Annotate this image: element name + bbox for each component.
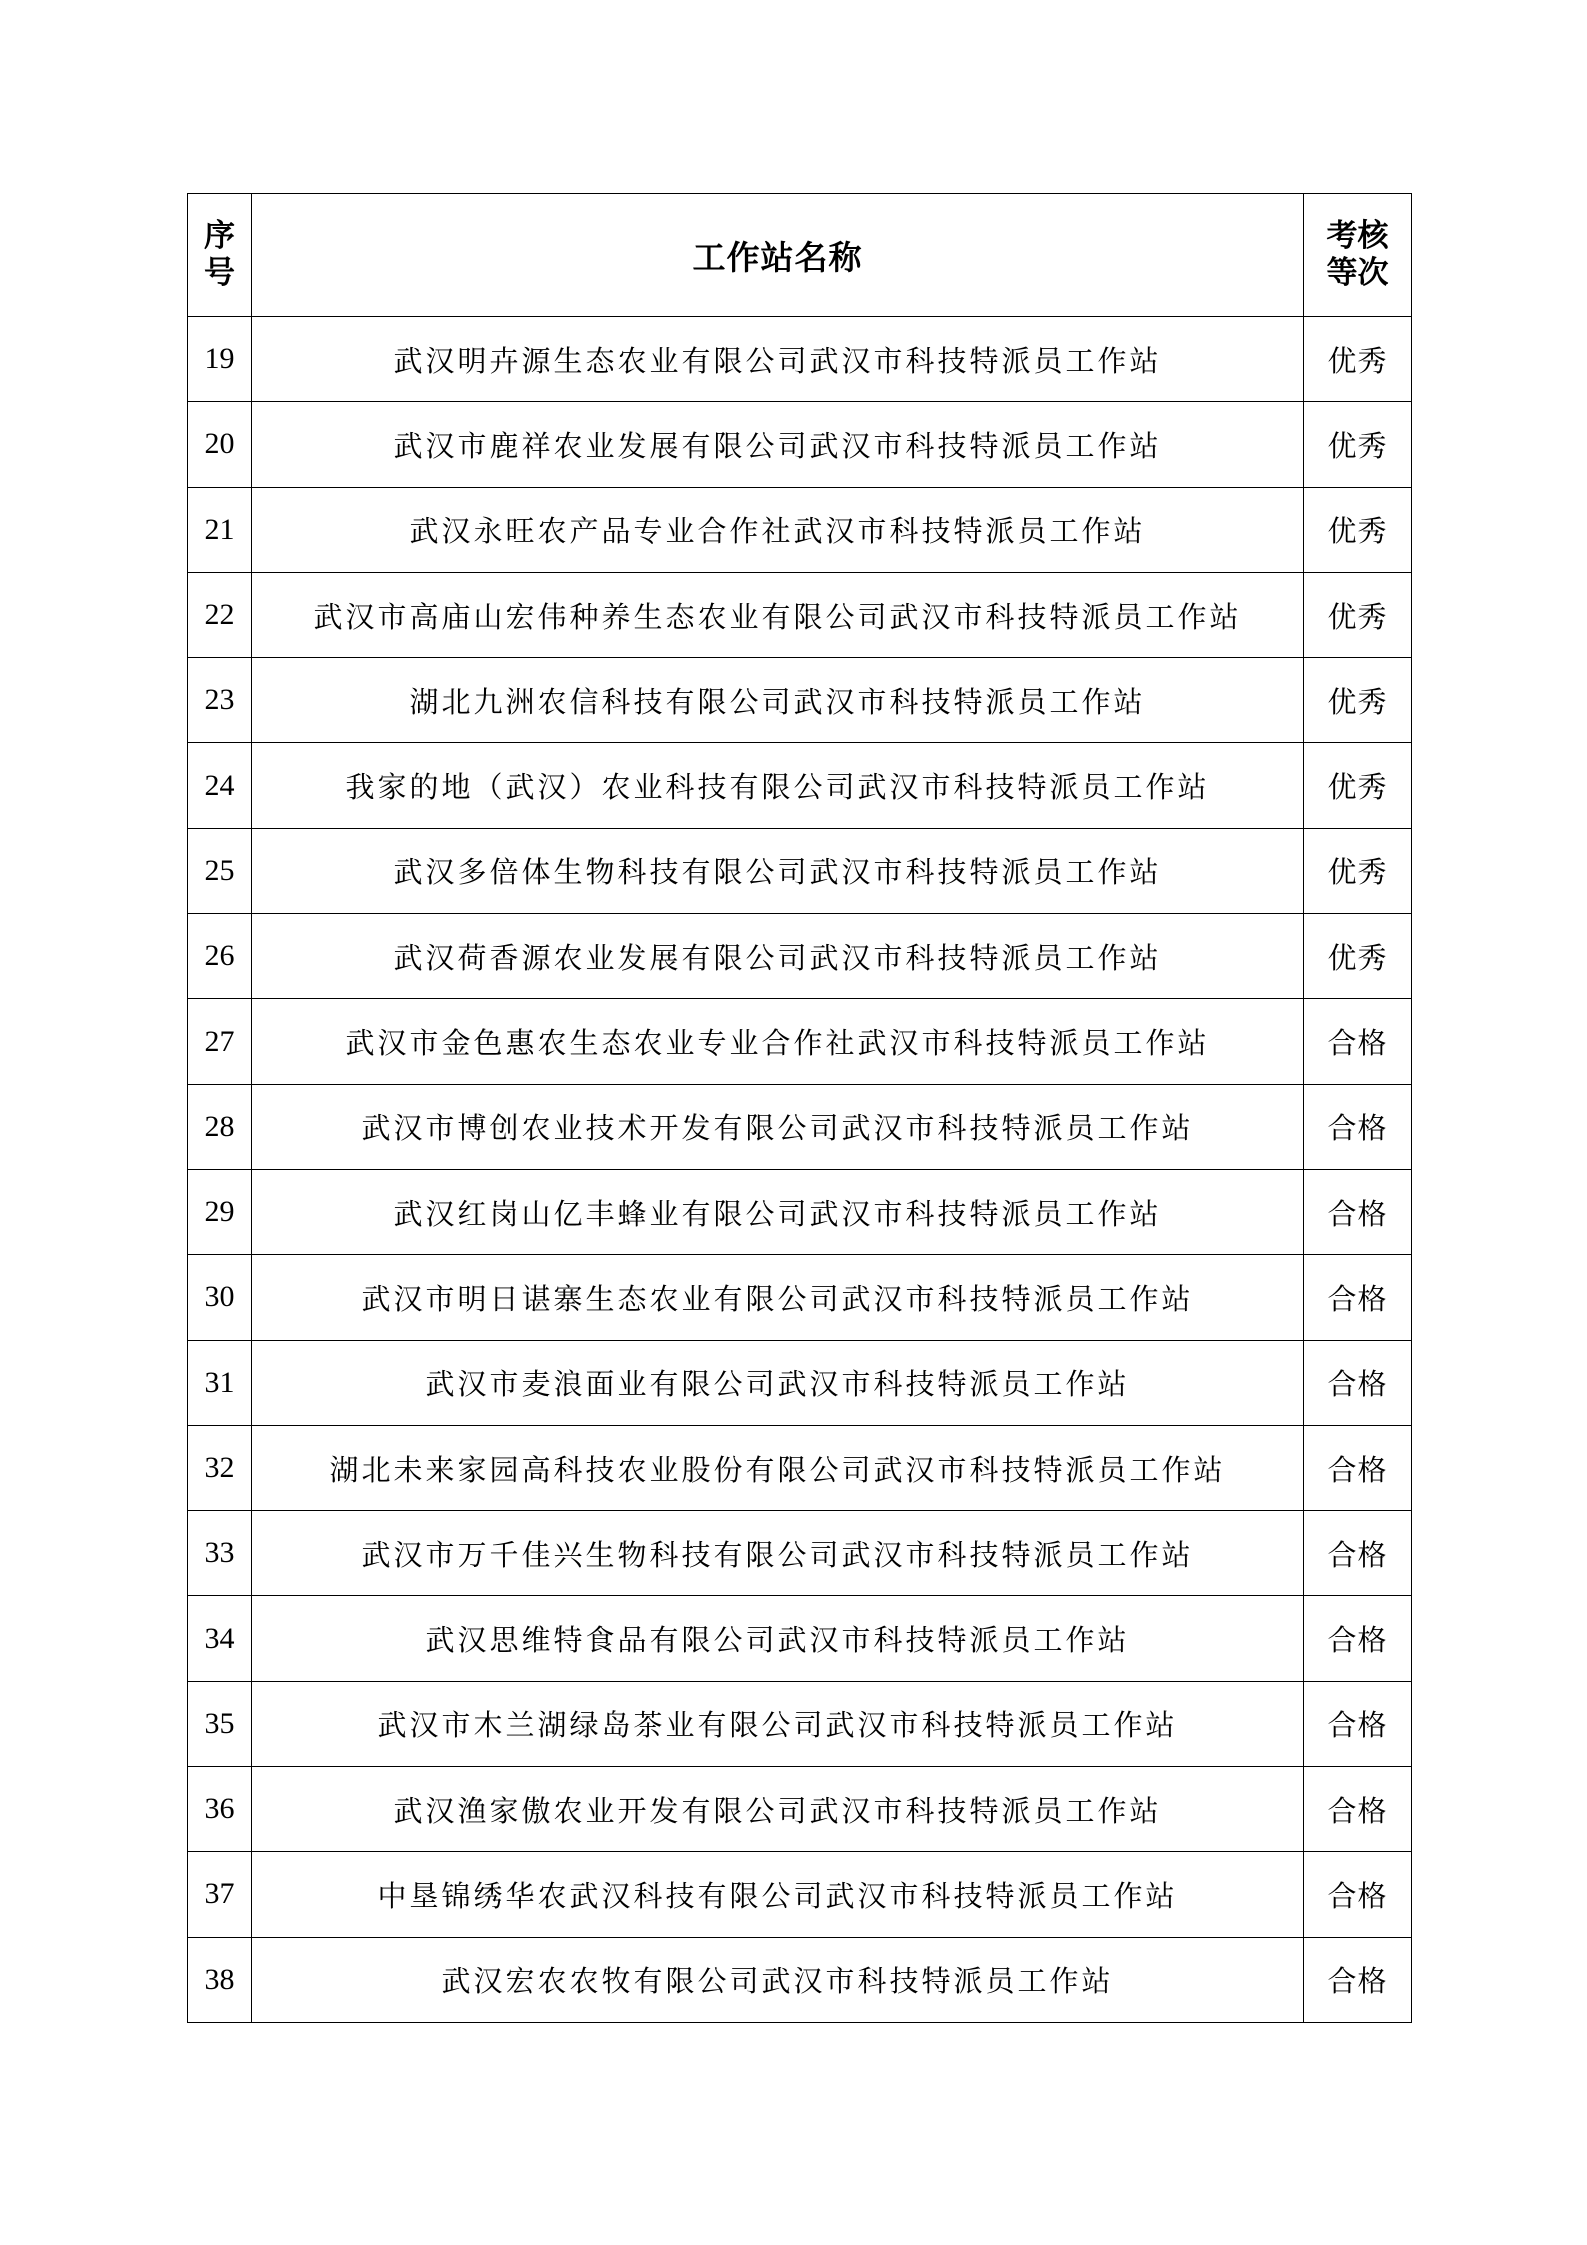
row-index: 23 xyxy=(188,658,252,743)
row-index: 38 xyxy=(188,1937,252,2022)
table-row xyxy=(188,402,1412,487)
table-row xyxy=(188,999,1412,1084)
assessment-grade: 合格 xyxy=(1304,1767,1412,1852)
assessment-grade: 优秀 xyxy=(1304,828,1412,913)
assessment-grade: 合格 xyxy=(1304,1340,1412,1425)
station-name: 湖北未来家园高科技农业股份有限公司武汉市科技特派员工作站 xyxy=(252,1425,1304,1510)
assessment-grade: 合格 xyxy=(1304,1681,1412,1766)
assessment-grade: 优秀 xyxy=(1304,317,1412,402)
station-name: 武汉市博创农业技术开发有限公司武汉市科技特派员工作站 xyxy=(252,1084,1304,1169)
table-row xyxy=(188,572,1412,657)
station-name: 武汉思维特食品有限公司武汉市科技特派员工作站 xyxy=(252,1596,1304,1681)
row-index: 35 xyxy=(188,1681,252,1766)
header-grade xyxy=(1304,194,1412,317)
row-index: 24 xyxy=(188,743,252,828)
header-grade-line1: 考核 xyxy=(1326,218,1389,254)
assessment-grade: 优秀 xyxy=(1304,487,1412,572)
header-row xyxy=(188,194,1412,317)
row-index: 28 xyxy=(188,1084,252,1169)
table-row xyxy=(188,658,1412,743)
station-name: 武汉永旺农产品专业合作社武汉市科技特派员工作站 xyxy=(252,487,1304,572)
row-index: 33 xyxy=(188,1511,252,1596)
row-index: 20 xyxy=(188,402,252,487)
assessment-grade: 合格 xyxy=(1304,1852,1412,1937)
station-assessment-table xyxy=(187,193,1412,2023)
row-index: 30 xyxy=(188,1255,252,1340)
assessment-grade: 合格 xyxy=(1304,1255,1412,1340)
header-index-line2: 号 xyxy=(204,255,235,291)
table-row xyxy=(188,1340,1412,1425)
assessment-grade: 优秀 xyxy=(1304,743,1412,828)
table-row xyxy=(188,743,1412,828)
station-name: 武汉市麦浪面业有限公司武汉市科技特派员工作站 xyxy=(252,1340,1304,1425)
header-index xyxy=(188,194,252,317)
station-name: 中垦锦绣华农武汉科技有限公司武汉市科技特派员工作站 xyxy=(252,1852,1304,1937)
assessment-grade: 合格 xyxy=(1304,1511,1412,1596)
row-index: 34 xyxy=(188,1596,252,1681)
table-row xyxy=(188,1425,1412,1510)
table-row xyxy=(188,828,1412,913)
table-header xyxy=(188,194,1412,317)
row-index: 36 xyxy=(188,1767,252,1852)
station-name: 湖北九洲农信科技有限公司武汉市科技特派员工作站 xyxy=(252,658,1304,743)
assessment-grade: 优秀 xyxy=(1304,572,1412,657)
row-index: 29 xyxy=(188,1169,252,1254)
station-name: 武汉明卉源生态农业有限公司武汉市科技特派员工作站 xyxy=(252,317,1304,402)
table-row xyxy=(188,1169,1412,1254)
station-name: 武汉多倍体生物科技有限公司武汉市科技特派员工作站 xyxy=(252,828,1304,913)
row-index: 37 xyxy=(188,1852,252,1937)
assessment-grade: 合格 xyxy=(1304,999,1412,1084)
table-row xyxy=(188,1852,1412,1937)
station-name: 武汉市万千佳兴生物科技有限公司武汉市科技特派员工作站 xyxy=(252,1511,1304,1596)
assessment-grade: 优秀 xyxy=(1304,914,1412,999)
station-name: 武汉市金色惠农生态农业专业合作社武汉市科技特派员工作站 xyxy=(252,999,1304,1084)
station-name: 武汉红岗山亿丰蜂业有限公司武汉市科技特派员工作站 xyxy=(252,1169,1304,1254)
assessment-grade: 合格 xyxy=(1304,1084,1412,1169)
table-row xyxy=(188,1255,1412,1340)
table-row xyxy=(188,317,1412,402)
table-row xyxy=(188,1596,1412,1681)
row-index: 26 xyxy=(188,914,252,999)
header-station-name: 工作站名称 xyxy=(252,194,1304,317)
assessment-grade: 优秀 xyxy=(1304,402,1412,487)
assessment-grade: 优秀 xyxy=(1304,658,1412,743)
row-index: 25 xyxy=(188,828,252,913)
station-name: 武汉渔家傲农业开发有限公司武汉市科技特派员工作站 xyxy=(252,1767,1304,1852)
table-row xyxy=(188,1511,1412,1596)
station-name: 武汉市高庙山宏伟种养生态农业有限公司武汉市科技特派员工作站 xyxy=(252,572,1304,657)
row-index: 32 xyxy=(188,1425,252,1510)
assessment-grade: 合格 xyxy=(1304,1425,1412,1510)
row-index: 21 xyxy=(188,487,252,572)
table-row xyxy=(188,1681,1412,1766)
table-row xyxy=(188,1767,1412,1852)
row-index: 22 xyxy=(188,572,252,657)
table-body xyxy=(188,317,1412,2023)
station-name: 我家的地（武汉）农业科技有限公司武汉市科技特派员工作站 xyxy=(252,743,1304,828)
table-row xyxy=(188,487,1412,572)
table-row xyxy=(188,1937,1412,2022)
row-index: 27 xyxy=(188,999,252,1084)
assessment-grade: 合格 xyxy=(1304,1169,1412,1254)
header-grade-line2: 等次 xyxy=(1326,255,1389,291)
header-index-line1: 序 xyxy=(204,218,235,254)
station-name: 武汉宏农农牧有限公司武汉市科技特派员工作站 xyxy=(252,1937,1304,2022)
station-name: 武汉市木兰湖绿岛茶业有限公司武汉市科技特派员工作站 xyxy=(252,1681,1304,1766)
row-index: 19 xyxy=(188,317,252,402)
station-name: 武汉荷香源农业发展有限公司武汉市科技特派员工作站 xyxy=(252,914,1304,999)
assessment-grade: 合格 xyxy=(1304,1937,1412,2022)
assessment-grade: 合格 xyxy=(1304,1596,1412,1681)
station-name: 武汉市明日谌寨生态农业有限公司武汉市科技特派员工作站 xyxy=(252,1255,1304,1340)
table-row xyxy=(188,1084,1412,1169)
table-row xyxy=(188,914,1412,999)
row-index: 31 xyxy=(188,1340,252,1425)
station-name: 武汉市鹿祥农业发展有限公司武汉市科技特派员工作站 xyxy=(252,402,1304,487)
